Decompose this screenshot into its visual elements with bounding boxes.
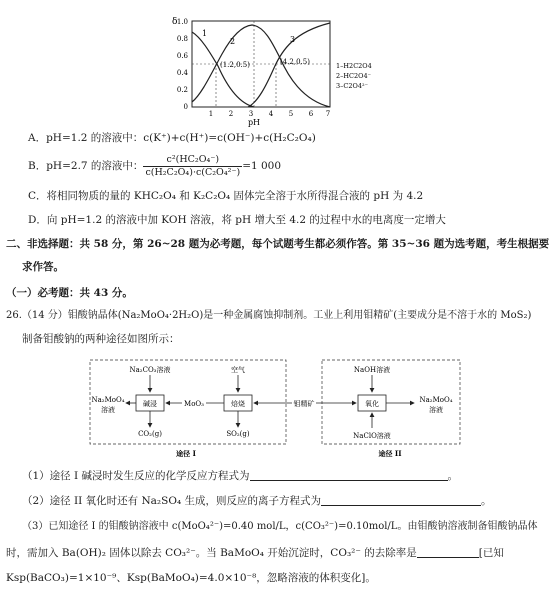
section-2-heading-cont: 求作答。 xyxy=(22,261,64,273)
subquestion-1-text: （1）途径 I 碱浸时发生反应的化学反应方程式为 xyxy=(22,470,250,482)
option-b-fraction xyxy=(143,154,242,179)
answer-blank-1[interactable] xyxy=(250,469,448,481)
y-tick: 0.2 xyxy=(176,86,188,94)
legend-item-3: 3–C2O4²⁻ xyxy=(336,82,368,90)
option-b xyxy=(28,153,281,179)
point-label-1: (1.2,0.5) xyxy=(220,61,250,69)
subquestion-1 xyxy=(22,469,458,483)
curve-number-1: 1 xyxy=(202,29,208,38)
required-questions-heading: （一）必考题：共 43 分。 xyxy=(6,287,133,299)
x-axis-label: pH xyxy=(247,118,261,127)
x-tick: 4 xyxy=(268,110,274,118)
product-right-formula: Na₂MoO₄ xyxy=(419,396,453,404)
y-tick: 1.0 xyxy=(176,18,188,26)
y-tick: 0.4 xyxy=(176,69,188,77)
curve-number-2: 2 xyxy=(230,37,236,46)
option-c: C．将相同物质的量的 KHC₂O₄ 和 K₂C₂O₄ 固体完全溶于水所得混合液的 pH 为 4.2 xyxy=(28,190,424,202)
curve-number-3: 3 xyxy=(290,35,296,44)
option-b-prefix: B．pH=2.7 的溶液中： xyxy=(28,160,144,172)
x-tick: 6 xyxy=(308,110,314,118)
subquestion-3-text: 时，需加入 Ba(OH)₂ 固体以除去 CO₃²⁻。当 BaMoO₄ 开始沉淀时，CO₃²⁻ 的去除率是 xyxy=(6,547,417,559)
y-tick: 0.6 xyxy=(176,52,188,60)
fraction-denominator: c(H₂C₂O₄)·c(C₂O₄²⁻) xyxy=(145,166,241,178)
product-right-solution: 溶液 xyxy=(429,406,443,414)
oxidize-label: 氧化 xyxy=(365,400,379,408)
answer-blank-2[interactable] xyxy=(321,494,481,506)
x-tick: 3 xyxy=(248,110,254,118)
q26-stem-cont: 制备钼酸钠的两种途径如图所示： xyxy=(22,333,180,345)
product-left-solution: 溶液 xyxy=(101,406,115,414)
option-d: D．向 pH=1.2 的溶液中加 KOH 溶液，将 pH 增大至 4.2 的过程中水的电离度一定增大 xyxy=(28,214,446,226)
y-tick: 0.8 xyxy=(176,35,188,43)
point-label-2: (4.2,0.5) xyxy=(280,58,310,66)
distribution-graph xyxy=(168,6,372,127)
period: 。 xyxy=(481,495,492,507)
period: 。 xyxy=(447,470,459,482)
x-tick: 7 xyxy=(325,110,331,118)
answer-blank-3[interactable] xyxy=(417,546,479,558)
subquestion-2 xyxy=(22,494,492,508)
na2co3-label: Na₂CO₃溶液 xyxy=(129,366,171,374)
subquestion-3-ksp: Ksp(BaCO₃)=1×10⁻⁹、Ksp(BaMoO₄)=4.0×10⁻⁸，忽略溶液的体积变化]。 xyxy=(6,572,376,584)
q26-stem: 26.（14 分）钼酸钠晶体(Na₂MoO₄·2H₂O)是一种金属腐蚀抑制剂。工业上利用钼精矿(主要成分是不溶于水的 MoS₂) xyxy=(6,310,532,321)
naoh-label: NaOH溶液 xyxy=(353,366,391,374)
option-b-suffix: =1 000 xyxy=(242,160,282,172)
x-tick: 5 xyxy=(288,110,294,118)
naclo-label: NaClO溶液 xyxy=(353,432,391,440)
route-1-label: 途径 I xyxy=(176,449,196,458)
co2-label: CO₂(g) xyxy=(138,430,162,438)
alkali-leach-label: 碱浸 xyxy=(143,400,157,408)
air-label: 空气 xyxy=(231,366,245,374)
ore-label: 钼精矿 xyxy=(293,400,315,408)
subquestion-2-text: （2）途径 II 氧化时还有 Na₂SO₄ 生成，则反应的离子方程式为 xyxy=(22,495,321,507)
y-axis-label: δ xyxy=(172,17,178,27)
option-a: A．pH=1.2 的溶液中：c(K⁺)+c(H⁺)=c(OH⁻)+c(H₂C₂O₄) xyxy=(28,132,316,144)
x-tick: 2 xyxy=(228,110,234,118)
section-2-heading: 二、非选择题：共 58 分，第 26~28 题为必考题，每个试题考生都必须作答。第 35~36 题为选考题，考生根据要 xyxy=(6,238,550,250)
roast-label: 焙烧 xyxy=(231,400,245,408)
fraction-numerator: c²(HC₂O₄⁻) xyxy=(143,154,242,167)
legend-item-1: 1–H2C2O4 xyxy=(336,62,372,70)
so2-label: SO₂(g) xyxy=(226,430,250,438)
process-flow-diagram xyxy=(86,356,466,460)
y-tick: 0 xyxy=(183,103,188,111)
curve-h2c2o4 xyxy=(192,32,254,107)
subquestion-3: （3）已知途径 I 的钼酸钠溶液中 c(MoO₄²⁻)=0.40 mol/L，c(CO₃²⁻)=0.10mol/L。由钼酸钠溶液制备钼酸钠晶体 xyxy=(22,521,538,532)
subquestion-3-cont xyxy=(6,546,504,560)
route-2-label: 途径 II xyxy=(378,449,402,458)
legend-item-2: 2–HC2O4⁻ xyxy=(336,72,372,80)
x-tick: 1 xyxy=(208,110,214,118)
moo3-label: MoO₃ xyxy=(184,400,204,408)
curve-hc2o4 xyxy=(192,25,330,107)
subquestion-3-note: [已知 xyxy=(478,547,504,559)
product-left-formula: Na₂MoO₄ xyxy=(91,396,125,404)
